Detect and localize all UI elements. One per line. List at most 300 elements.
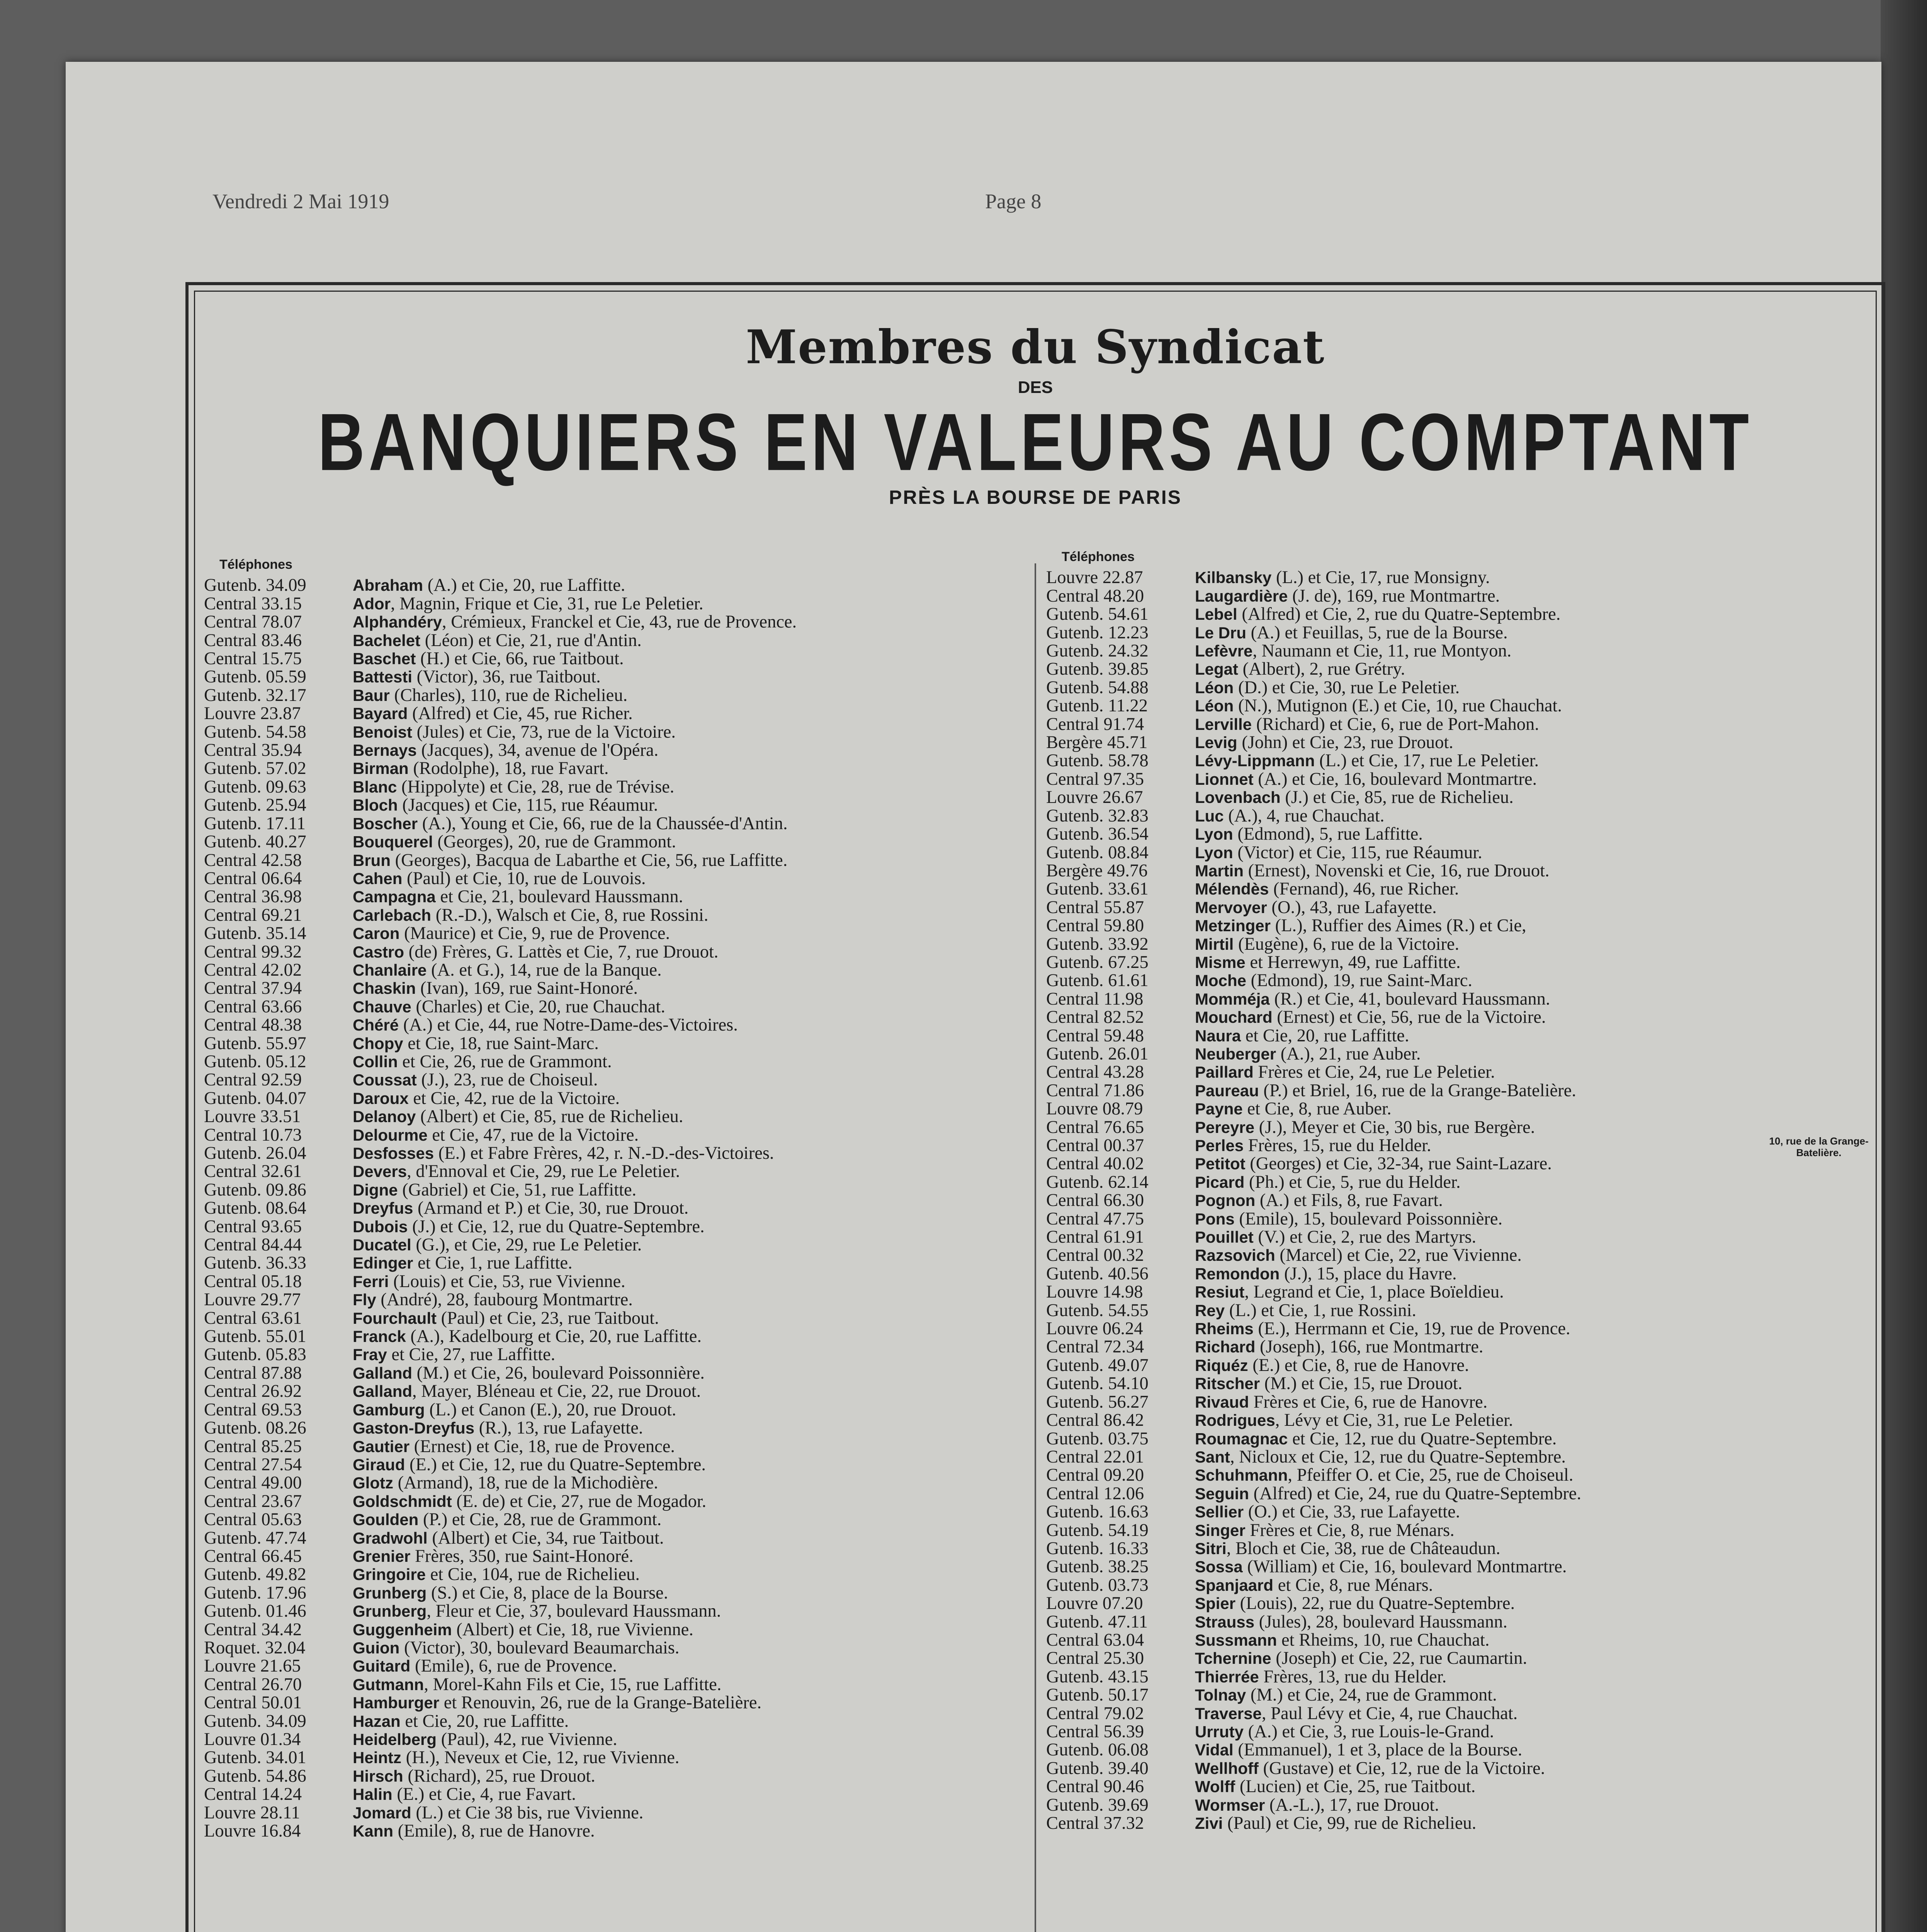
member-entry: Mirtil (Eugène), 6, rue de la Victoire. — [1195, 934, 1460, 954]
member-telephone: Gutenb. 05.59 — [204, 667, 306, 687]
member-telephone: Central 92.59 — [204, 1070, 302, 1090]
member-entry: Grunberg, Fleur et Cie, 37, boulevard Haussmann. — [353, 1601, 721, 1621]
member-row — [1046, 1631, 1877, 1649]
member-row — [204, 1767, 1027, 1785]
member-row — [204, 1675, 1027, 1694]
member-row — [1046, 1723, 1877, 1741]
member-telephone: Central 35.94 — [204, 740, 302, 760]
newspaper-page — [66, 62, 1881, 1932]
member-row — [1046, 587, 1877, 605]
member-telephone: Louvre 21.65 — [204, 1656, 301, 1676]
member-entry: Bayard (Alfred) et Cie, 45, rue Richer. — [353, 704, 633, 724]
member-row — [204, 1492, 1027, 1510]
member-entry: Mervoyer (O.), 43, rue Lafayette. — [1195, 897, 1437, 917]
member-entry: Ritscher (M.) et Cie, 15, rue Drouot. — [1195, 1374, 1463, 1394]
member-row — [1046, 1759, 1877, 1777]
member-telephone: Gutenb. 06.08 — [1046, 1740, 1149, 1760]
member-telephone: Central 87.88 — [204, 1363, 302, 1383]
member-entry: Dreyfus (Armand et P.) et Cie, 30, rue Drouot. — [353, 1198, 689, 1218]
member-entry: Lyon (Victor) et Cie, 115, rue Réaumur. — [1195, 842, 1482, 862]
member-entry: Thierrée Frères, 13, rue du Helder. — [1195, 1667, 1447, 1687]
member-row — [204, 1804, 1027, 1822]
member-telephone: Central 59.80 — [1046, 916, 1144, 936]
member-entry: Rheims (E.), Herrmann et Cie, 19, rue de Provence. — [1195, 1319, 1570, 1339]
member-row — [204, 595, 1027, 613]
member-entry: Martin (Ernest), Novenski et Cie, 16, rue Drouot. — [1195, 861, 1550, 881]
member-row — [204, 1144, 1027, 1162]
member-entry: Sant, Nicloux et Cie, 12, rue du Quatre-Septembre. — [1195, 1447, 1566, 1467]
member-row — [204, 1822, 1027, 1840]
members-right-column — [1046, 548, 1877, 1832]
member-entry: Edinger et Cie, 1, rue Laffitte. — [353, 1253, 573, 1273]
member-row — [204, 796, 1027, 814]
member-entry: Jomard (L.) et Cie 38 bis, rue Vivienne. — [353, 1803, 644, 1823]
member-telephone: Bergère 45.71 — [1046, 733, 1148, 753]
member-telephone: Gutenb. 26.01 — [1046, 1044, 1149, 1064]
member-row — [1046, 1027, 1877, 1045]
member-entry: Chanlaire (A. et G.), 14, rue de la Banque. — [353, 960, 662, 980]
member-telephone: Gutenb. 09.86 — [204, 1180, 306, 1200]
member-telephone: Central 42.58 — [204, 850, 302, 870]
column-separator — [1035, 563, 1036, 1932]
member-row — [204, 924, 1027, 942]
member-telephone: Central 86.42 — [1046, 1410, 1144, 1430]
member-row — [1046, 1466, 1877, 1484]
member-entry: Daroux et Cie, 42, rue de la Victoire. — [353, 1088, 620, 1108]
member-row — [204, 1327, 1027, 1345]
member-row — [204, 1016, 1027, 1034]
member-entry: Wellhoff (Gustave) et Cie, 12, rue de la Victoire. — [1195, 1758, 1545, 1778]
member-row — [204, 1694, 1027, 1712]
member-entry: Mouchard (Ernest) et Cie, 56, rue de la Victoire. — [1195, 1007, 1546, 1027]
member-entry: Giraud (E.) et Cie, 12, rue du Quatre-Septembre. — [353, 1454, 706, 1475]
member-telephone: Gutenb. 40.56 — [1046, 1264, 1149, 1284]
member-telephone: Gutenb. 11.22 — [1046, 696, 1148, 716]
member-row — [1046, 1246, 1877, 1264]
member-row — [1046, 1118, 1877, 1136]
member-telephone: Gutenb. 36.33 — [204, 1253, 306, 1273]
member-telephone: Gutenb. 54.19 — [1046, 1520, 1149, 1540]
member-entry: Franck (A.), Kadelbourg et Cie, 20, rue Laffitte. — [353, 1327, 702, 1347]
member-row — [1046, 1814, 1877, 1832]
member-row — [204, 668, 1027, 686]
title-des: DES — [1018, 378, 1053, 397]
member-telephone: Central 36.98 — [204, 887, 302, 907]
member-entry: Chaskin (Ivan), 169, rue Saint-Honoré. — [353, 978, 638, 998]
member-telephone: Central 56.39 — [1046, 1722, 1144, 1742]
member-telephone: Gutenb. 33.92 — [1046, 934, 1149, 954]
member-row — [204, 1107, 1027, 1126]
member-telephone: Gutenb. 08.84 — [1046, 842, 1149, 862]
member-entry: Bouquerel (Georges), 20, rue de Grammont. — [353, 832, 676, 852]
member-row — [1046, 1320, 1877, 1338]
member-row — [1046, 1045, 1877, 1063]
member-entry: Carlebach (R.-D.), Walsch et Cie, 8, rue Rossini. — [353, 905, 709, 925]
member-telephone: Central 99.32 — [204, 942, 302, 962]
member-row — [1046, 642, 1877, 660]
member-entry: Lefèvre, Naumann et Cie, 11, rue Montyon. — [1195, 641, 1512, 661]
member-telephone: Central 33.15 — [204, 594, 302, 614]
member-row — [1046, 1539, 1877, 1558]
member-telephone: Louvre 06.24 — [1046, 1319, 1143, 1339]
member-entry: Kilbansky (L.) et Cie, 17, rue Monsigny. — [1195, 568, 1490, 588]
member-entry: Delourme et Cie, 47, rue de la Victoire. — [353, 1125, 639, 1145]
member-telephone: Gutenb. 54.58 — [204, 722, 306, 742]
member-entry: Riquéz (E.) et Cie, 8, rue de Hanovre. — [1195, 1355, 1469, 1375]
member-telephone: Central 26.70 — [204, 1674, 302, 1694]
member-telephone: Central 50.01 — [204, 1693, 302, 1713]
member-telephone: Central 12.06 — [1046, 1483, 1144, 1503]
member-row — [204, 576, 1027, 594]
member-telephone: Gutenb. 39.69 — [1046, 1795, 1149, 1815]
member-row — [1046, 605, 1877, 623]
member-telephone: Gutenb. 08.64 — [204, 1198, 306, 1218]
member-entry: Battesti (Victor), 36, rue Taitbout. — [353, 667, 601, 687]
member-entry: Coussat (J.), 23, rue de Choiseul. — [353, 1070, 598, 1090]
member-entry: Benoist (Jules) et Cie, 73, rue de la Victoire. — [353, 722, 676, 742]
member-row — [1046, 1686, 1877, 1704]
member-telephone: Central 05.63 — [204, 1510, 302, 1530]
member-row — [204, 1474, 1027, 1492]
member-row — [204, 1712, 1027, 1730]
member-telephone: Central 26.92 — [204, 1381, 302, 1401]
member-entry: Gutmann, Morel-Kahn Fils et Cie, 15, rue Laffitte. — [353, 1674, 722, 1694]
member-entry: Pereyre (J.), Meyer et Cie, 30 bis, rue Bergère. — [1195, 1117, 1535, 1137]
member-telephone: Gutenb. 38.25 — [1046, 1557, 1149, 1577]
member-entry: Devers, d'Ennoval et Cie, 29, rue Le Peletier. — [353, 1162, 680, 1182]
member-row — [1046, 1503, 1877, 1521]
member-entry: Naura et Cie, 20, rue Laffitte. — [1195, 1026, 1409, 1046]
member-entry: Paureau (P.) et Briel, 16, rue de la Grange-Batelière. — [1195, 1080, 1576, 1100]
member-telephone: Gutenb. 16.33 — [1046, 1538, 1149, 1558]
member-row — [1046, 1008, 1877, 1026]
member-entry: Paillard Frères et Cie, 24, rue Le Peletier. — [1195, 1062, 1495, 1082]
member-row — [1046, 1411, 1877, 1429]
member-entry: Traverse, Paul Lévy et Cie, 4, rue Chauchat. — [1195, 1703, 1518, 1723]
member-row — [204, 1565, 1027, 1583]
member-row — [204, 1621, 1027, 1639]
member-entry: Glotz (Armand), 18, rue de la Michodière. — [353, 1473, 658, 1493]
member-telephone: Roquet. 32.04 — [204, 1638, 306, 1658]
member-entry: Blanc (Hippolyte) et Cie, 28, rue de Trévise. — [353, 777, 675, 797]
member-entry: Sitri, Bloch et Cie, 38, rue de Châteaudun. — [1195, 1538, 1500, 1558]
member-row — [204, 1309, 1027, 1327]
member-entry: Neuberger (A.), 21, rue Auber. — [1195, 1044, 1421, 1064]
member-row — [204, 741, 1027, 759]
member-row — [1046, 1558, 1877, 1576]
member-telephone: Gutenb. 62.14 — [1046, 1172, 1149, 1192]
member-entry: Chéré (A.) et Cie, 44, rue Notre-Dame-des-Victoires. — [353, 1015, 738, 1035]
member-entry: Kann (Emile), 8, rue de Hanovre. — [353, 1821, 595, 1841]
member-entry: Guitard (Emile), 6, rue de Provence. — [353, 1656, 617, 1676]
member-row — [204, 1785, 1027, 1803]
member-telephone: Gutenb. 34.09 — [204, 1711, 306, 1731]
member-entry: Galland, Mayer, Bléneau et Cie, 22, rue Drouot. — [353, 1381, 701, 1401]
member-row — [1046, 660, 1877, 678]
member-entry: Lovenbach (J.) et Cie, 85, rue de Richelieu. — [1195, 787, 1514, 808]
member-entry: Goulden (P.) et Cie, 28, rue de Grammont. — [353, 1510, 662, 1530]
member-telephone: Central 55.87 — [1046, 897, 1144, 917]
member-entry: Cahen (Paul) et Cie, 10, rue de Louvois. — [353, 868, 646, 888]
member-entry: Lévy-Lippmann (L.) et Cie, 17, rue Le Peletier. — [1195, 751, 1539, 771]
member-entry: Castro (de) Frères, G. Lattès et Cie, 7, rue Drouot. — [353, 942, 719, 962]
member-telephone: Central 63.04 — [1046, 1630, 1144, 1650]
member-telephone: Gutenb. 32.17 — [204, 685, 306, 705]
member-entry: Mélendès (Fernand), 46, rue Richer. — [1195, 879, 1459, 899]
member-row — [1046, 844, 1877, 862]
member-row — [204, 631, 1027, 650]
member-row — [1046, 1100, 1877, 1118]
member-entry: Sossa (William) et Cie, 16, boulevard Montmartre. — [1195, 1557, 1567, 1577]
member-entry: Bachelet (Léon) et Cie, 21, rue d'Antin. — [353, 630, 642, 650]
member-entry: Heidelberg (Paul), 42, rue Vivienne. — [353, 1730, 617, 1749]
member-telephone: Gutenb. 08.26 — [204, 1418, 306, 1438]
member-row — [1046, 1521, 1877, 1539]
member-entry: Roumagnac et Cie, 12, rue du Quatre-Septembre. — [1195, 1429, 1557, 1449]
member-entry: Halin (E.) et Cie, 4, rue Favart. — [353, 1784, 576, 1804]
member-row — [204, 1053, 1027, 1071]
member-row — [204, 1345, 1027, 1364]
member-row — [204, 1748, 1027, 1767]
member-entry: Ducatel (G.), et Cie, 29, rue Le Peletier. — [353, 1235, 642, 1255]
member-telephone: Louvre 14.98 — [1046, 1282, 1143, 1302]
member-telephone: Gutenb. 12.23 — [1046, 622, 1149, 643]
member-entry: Léon (D.) et Cie, 30, rue Le Peletier. — [1195, 677, 1460, 697]
title-membres: Membres du Syndicat — [746, 320, 1325, 374]
member-telephone: Central 47.75 — [1046, 1209, 1144, 1229]
member-entry: Payne et Cie, 8, rue Auber. — [1195, 1099, 1392, 1119]
member-entry: Picard (Ph.) et Cie, 5, rue du Helder. — [1195, 1172, 1461, 1192]
member-telephone: Central 63.66 — [204, 997, 302, 1017]
member-entry: Momméja (R.) et Cie, 41, boulevard Haussmann. — [1195, 989, 1550, 1009]
member-row — [1046, 1448, 1877, 1466]
member-telephone: Gutenb. 54.88 — [1046, 677, 1149, 697]
member-row — [204, 1730, 1027, 1748]
telephones-header-right: Téléphones — [1062, 549, 1135, 564]
member-row — [204, 1236, 1027, 1254]
member-entry: Fly (André), 28, faubourg Montmartre. — [353, 1290, 633, 1310]
member-row — [204, 1218, 1027, 1236]
members-right-list — [1046, 568, 1877, 1832]
member-entry: Wolff (Lucien) et Cie, 25, rue Taitbout. — [1195, 1777, 1476, 1797]
member-entry: Lebel (Alfred) et Cie, 2, rue du Quatre-Septembre. — [1195, 604, 1561, 624]
member-telephone: Central 09.20 — [1046, 1465, 1144, 1485]
member-row — [1046, 1594, 1877, 1612]
member-entry: Grunberg (S.) et Cie, 8, place de la Bourse. — [353, 1583, 668, 1603]
member-row — [204, 1199, 1027, 1217]
member-telephone: Gutenb. 05.83 — [204, 1345, 306, 1365]
member-row — [1046, 1173, 1877, 1191]
member-telephone: Gutenb. 43.15 — [1046, 1667, 1149, 1687]
side-note: 10, rue de la Grange-Batelière. — [1769, 1135, 1869, 1158]
member-telephone: Central 37.94 — [204, 978, 302, 998]
member-entry: Guion (Victor), 30, boulevard Beaumarchais. — [353, 1638, 680, 1658]
member-entry: Sussmann et Rheims, 10, rue Chauchat. — [1195, 1630, 1490, 1650]
member-row — [1046, 1704, 1877, 1723]
member-telephone: Gutenb. 49.07 — [1046, 1355, 1149, 1375]
member-row — [1046, 568, 1877, 587]
member-row — [204, 1419, 1027, 1437]
member-telephone: Gutenb. 58.78 — [1046, 751, 1149, 771]
member-telephone: Louvre 22.87 — [1046, 568, 1143, 588]
member-telephone: Central 00.32 — [1046, 1245, 1144, 1265]
member-row — [1046, 679, 1877, 697]
member-telephone: Central 69.53 — [204, 1400, 302, 1420]
member-row — [1046, 1210, 1877, 1228]
member-telephone: Gutenb. 55.01 — [204, 1327, 306, 1347]
member-entry: Schuhmann, Pfeiffer O. et Cie, 25, rue de Choiseul. — [1195, 1465, 1574, 1485]
member-telephone: Bergère 49.76 — [1046, 861, 1148, 881]
member-row — [1046, 880, 1877, 898]
member-entry: Delanoy (Albert) et Cie, 85, rue de Richelieu. — [353, 1107, 683, 1127]
member-entry: Richard (Joseph), 166, rue Montmartre. — [1195, 1337, 1483, 1357]
member-entry: Wormser (A.-L.), 17, rue Drouot. — [1195, 1795, 1439, 1815]
title-bourse: PRÈS LA BOURSE DE PARIS — [889, 486, 1182, 508]
member-entry: Bloch (Jacques) et Cie, 115, rue Réaumur. — [353, 795, 658, 815]
member-row — [1046, 1338, 1877, 1356]
member-telephone: Central 11.98 — [1046, 989, 1144, 1009]
member-row — [204, 1602, 1027, 1620]
member-row — [204, 1401, 1027, 1419]
member-row — [204, 1657, 1027, 1675]
member-row — [1046, 990, 1877, 1008]
member-row — [204, 1162, 1027, 1180]
member-entry: Heintz (H.), Neveux et Cie, 12, rue Vivienne. — [353, 1748, 680, 1768]
member-telephone: Central 84.44 — [204, 1235, 302, 1255]
member-entry: Tchernine (Joseph) et Cie, 22, rue Caumartin. — [1195, 1648, 1528, 1668]
member-row — [1046, 1777, 1877, 1796]
member-telephone: Louvre 08.79 — [1046, 1099, 1143, 1119]
member-row — [204, 851, 1027, 869]
member-row — [1046, 752, 1877, 770]
member-telephone: Central 83.46 — [204, 630, 302, 650]
member-row — [1046, 807, 1877, 825]
member-row — [204, 1510, 1027, 1529]
member-entry: Lyon (Edmond), 5, rue Laffitte. — [1195, 824, 1423, 844]
member-telephone: Gutenb. 40.27 — [204, 832, 306, 852]
member-telephone: Central 91.74 — [1046, 714, 1144, 734]
member-entry: Razsovich (Marcel) et Cie, 22, rue Vivienne. — [1195, 1245, 1522, 1265]
member-telephone: Central 23.67 — [204, 1491, 302, 1511]
member-telephone: Central 37.32 — [1046, 1813, 1144, 1833]
member-telephone: Central 90.46 — [1046, 1777, 1144, 1797]
member-row — [204, 778, 1027, 796]
member-telephone: Central 48.38 — [204, 1015, 302, 1035]
member-row — [204, 686, 1027, 704]
member-entry: Desfosses (E.) et Fabre Frères, 42, r. N.-D.-des-Victoires. — [353, 1143, 774, 1163]
members-left-list — [204, 576, 1027, 1840]
member-entry: Brun (Georges), Bacqua de Labarthe et Cie, 56, rue Laffitte. — [353, 850, 788, 870]
telephones-header: Téléphones — [219, 557, 292, 572]
member-telephone: Central 32.61 — [204, 1162, 302, 1182]
member-telephone: Central 27.54 — [204, 1454, 302, 1475]
member-entry: Digne (Gabriel) et Cie, 51, rue Laffitte. — [353, 1180, 637, 1200]
member-row — [204, 1272, 1027, 1291]
member-row — [204, 943, 1027, 961]
member-entry: Remondon (J.), 15, place du Havre. — [1195, 1264, 1457, 1284]
member-row — [1046, 788, 1877, 806]
member-row — [204, 833, 1027, 851]
member-telephone: Gutenb. 04.07 — [204, 1088, 306, 1108]
member-telephone: Gutenb. 61.61 — [1046, 971, 1149, 991]
member-telephone: Gutenb. 09.63 — [204, 777, 306, 797]
member-entry: Seguin (Alfred) et Cie, 24, rue du Quatre-Septembre. — [1195, 1483, 1581, 1503]
member-telephone: Central 63.61 — [204, 1308, 302, 1328]
member-telephone: Gutenb. 56.27 — [1046, 1392, 1149, 1412]
member-telephone: Gutenb. 32.83 — [1046, 806, 1149, 826]
member-entry: Pognon (A.) et Fils, 8, rue Favart. — [1195, 1190, 1443, 1211]
member-entry: Rey (L.) et Cie, 1, rue Rossini. — [1195, 1300, 1416, 1320]
member-entry: Spier (Louis), 22, rue du Quatre-Septembre. — [1195, 1594, 1515, 1614]
member-row — [204, 613, 1027, 631]
member-telephone: Gutenb. 36.54 — [1046, 824, 1149, 844]
member-row — [1046, 1356, 1877, 1374]
binding-edge — [1881, 0, 1927, 1932]
member-entry: Baur (Charles), 110, rue de Richelieu. — [353, 685, 628, 705]
member-row — [1046, 1741, 1877, 1759]
member-row — [1046, 1136, 1877, 1155]
member-entry: Gamburg (L.) et Canon (E.), 20, rue Drouot. — [353, 1400, 676, 1420]
member-row — [1046, 1796, 1877, 1814]
member-entry: Gautier (Ernest) et Cie, 18, rue de Provence. — [353, 1436, 675, 1456]
member-telephone: Gutenb. 34.01 — [204, 1748, 306, 1768]
member-entry: Moche (Edmond), 19, rue Saint-Marc. — [1195, 971, 1472, 991]
member-telephone: Gutenb. 17.11 — [204, 813, 306, 833]
member-telephone: Gutenb. 26.04 — [204, 1143, 306, 1163]
member-telephone: Central 10.73 — [204, 1125, 302, 1145]
member-entry: Le Dru (A.) et Feuillas, 5, rue de la Bourse. — [1195, 622, 1508, 643]
member-telephone: Gutenb. 39.40 — [1046, 1758, 1149, 1778]
member-entry: Pons (Emile), 15, boulevard Poissonnière. — [1195, 1209, 1503, 1229]
member-entry: Ferri (Louis) et Cie, 53, rue Vivienne. — [353, 1271, 625, 1291]
member-telephone: Gutenb. 49.82 — [204, 1565, 306, 1585]
member-row — [1046, 1374, 1877, 1393]
member-telephone: Central 48.20 — [1046, 586, 1144, 606]
member-telephone: Central 69.21 — [204, 905, 302, 925]
member-entry: Fray et Cie, 27, rue Laffitte. — [353, 1345, 556, 1365]
member-telephone: Central 06.64 — [204, 868, 302, 888]
member-entry: Hamburger et Renouvin, 26, rue de la Grange-Batelière. — [353, 1693, 762, 1713]
member-telephone: Louvre 16.84 — [204, 1821, 301, 1841]
member-telephone: Central 14.24 — [204, 1784, 302, 1804]
member-telephone: Central 43.28 — [1046, 1062, 1144, 1082]
member-telephone: Central 85.25 — [204, 1436, 302, 1456]
member-telephone: Central 42.02 — [204, 960, 302, 980]
member-row — [204, 906, 1027, 924]
member-row — [1046, 1265, 1877, 1283]
member-telephone: Gutenb. 34.09 — [204, 575, 306, 595]
member-entry: Goldschmidt (E. de) et Cie, 27, rue de Mogador. — [353, 1491, 707, 1511]
member-entry: Campagna et Cie, 21, boulevard Haussmann. — [353, 887, 683, 907]
member-telephone: Gutenb. 03.73 — [1046, 1575, 1149, 1595]
member-entry: Luc (A.), 4, rue Chauchat. — [1195, 806, 1385, 826]
member-row — [204, 723, 1027, 741]
member-entry: Laugardière (J. de), 169, rue Montmartre. — [1195, 586, 1500, 606]
member-row — [1046, 770, 1877, 788]
member-entry: Gaston-Dreyfus (R.), 13, rue Lafayette. — [353, 1418, 643, 1438]
member-row — [204, 869, 1027, 888]
member-entry: Hazan et Cie, 20, rue Laffitte. — [353, 1711, 569, 1731]
member-telephone: Central 49.00 — [204, 1473, 302, 1493]
member-telephone: Gutenb. 67.25 — [1046, 952, 1149, 972]
member-telephone: Central 34.42 — [204, 1619, 302, 1639]
member-entry: Rivaud Frères et Cie, 6, rue de Hanovre. — [1195, 1392, 1488, 1412]
member-telephone: Central 22.01 — [1046, 1447, 1144, 1467]
member-telephone: Gutenb. 33.61 — [1046, 879, 1149, 899]
member-telephone: Central 59.48 — [1046, 1026, 1144, 1046]
member-entry: Spanjaard et Cie, 8, rue Ménars. — [1195, 1575, 1433, 1595]
member-row — [204, 1291, 1027, 1309]
